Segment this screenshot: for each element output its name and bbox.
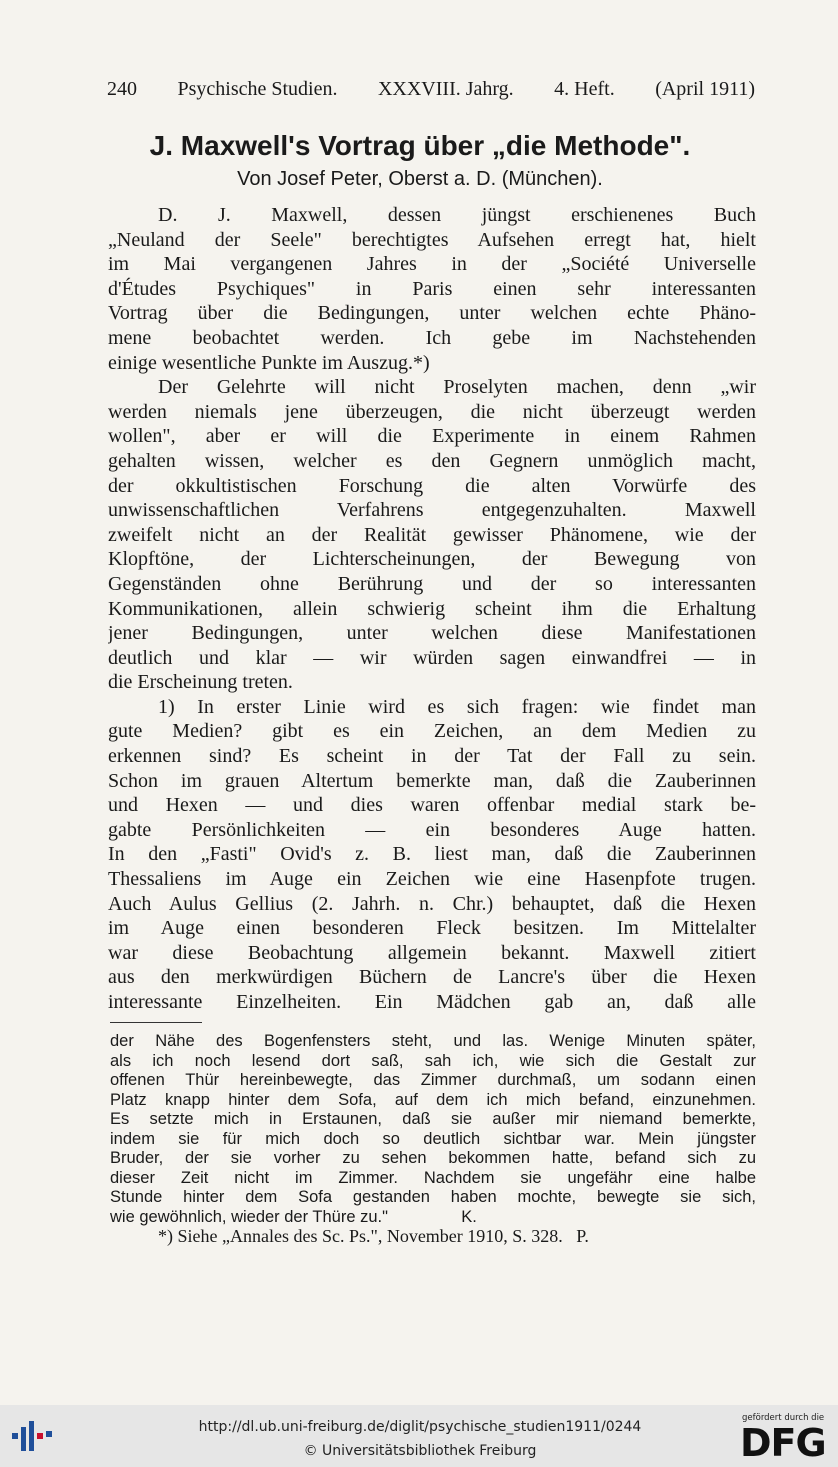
- running-header: [107, 78, 755, 101]
- body-line: mene beobachtet werden. Ich gebe im Nachstehenden: [108, 326, 756, 349]
- copyright-notice: © Universitätsbibliothek Freiburg: [303, 1443, 537, 1459]
- body-line: zweifelt nicht an der Realität gewisser Phänomene, wie der: [108, 523, 756, 546]
- body-line: unwissenschaftlichen Verfahrens entgegenzuhalten. Maxwell: [108, 499, 756, 522]
- footnote-line: der Nähe des Bogenfensters steht, und las. Wenige Minuten später,: [110, 1032, 756, 1050]
- body-line: gabte Persönlichkeiten — ein besonderes Auge hatten.: [108, 818, 756, 841]
- body-line: interessante Einzelheiten. Ein Mädchen gab an, daß alle: [108, 991, 756, 1013]
- body-line: deutlich und klar — wir würden sagen einwandfrei — in: [108, 646, 756, 669]
- article-title: J. Maxwell's Vortrag über „die Methode".: [149, 130, 691, 161]
- body-line: Gegenständen ohne Berührung und der so interessanten: [108, 572, 756, 595]
- footnote-block: [110, 1032, 756, 1247]
- footnote-divider: [110, 1022, 202, 1023]
- footnote-reference: *) Siehe „Annales des Sc. Ps.", November 1910, S. 328. P.: [158, 1227, 589, 1246]
- body-line: Kommunikationen, allein schwierig scheint ihm die Erhaltung: [108, 597, 756, 620]
- issue-label: 4. Heft.: [554, 78, 615, 100]
- footnote-line: Platz knapp hinter dem Sofa, auf dem ich mich befand, einzunehmen.: [110, 1090, 756, 1109]
- body-line: gehalten wissen, welcher es den Gegnern unmöglich macht,: [108, 449, 756, 472]
- viewer-footer: [0, 1405, 838, 1467]
- body-line: In den „Fasti" Ovid's z. B. liest man, daß die Zauberinnen: [108, 843, 756, 866]
- body-line: im Mai vergangenen Jahres in der „Société Universelle: [108, 253, 756, 276]
- page-number: 240: [107, 78, 137, 100]
- volume-label: XXXVIII. Jahrg.: [377, 78, 514, 100]
- body-line: der okkultistischen Forschung die alten Vorwürfe des: [108, 474, 756, 497]
- issue-date: (April 1911): [655, 78, 755, 100]
- body-line: Schon im grauen Altertum bemerkte man, daß die Zauberinnen: [108, 769, 756, 792]
- dfg-wordmark: DFG: [740, 1421, 826, 1465]
- footnote-line: Es setzte mich in Erstaunen, daß sie außer mir niemand bemerkte,: [110, 1110, 756, 1128]
- footnote-line: indem sie für mich doch so deutlich sichtbar war. Mein jüngster: [110, 1129, 756, 1148]
- dfg-logo[interactable]: [738, 1413, 828, 1465]
- journal-name: Psychische Studien.: [177, 78, 338, 100]
- body-line: Der Gelehrte will nicht Proselyten machen, denn „wir: [158, 376, 756, 399]
- body-line: einige wesentliche Punkte im Auszug.*): [108, 351, 430, 374]
- body-line: war diese Beobachtung allgemein bekannt. Maxwell zitiert: [108, 941, 756, 964]
- body-line: werden niemals jene überzeugen, die nicht überzeugt werden: [108, 400, 756, 423]
- footnote-line: Bruder, der sie vorher zu sehen bekommen hatte, befand sich zu: [110, 1149, 756, 1167]
- body-line: gute Medien? gibt es ein Zeichen, an dem Medien zu: [108, 720, 756, 743]
- body-line: und Hexen — und dies waren offenbar medial stark be-: [108, 794, 756, 817]
- body-line: im Auge einen besonderen Fleck besitzen. Im Mittelalter: [108, 917, 756, 940]
- ub-freiburg-logo-icon[interactable]: [12, 1417, 56, 1455]
- footnote-line: dieser Zeit nicht im Zimmer. Nachdem sie ungefähr eine halbe: [110, 1168, 756, 1187]
- body-line: die Erscheinung treten.: [108, 671, 293, 694]
- footnote-line: Stunde hinter dem Sofa gestanden haben mochte, bewegte sie sich,: [110, 1188, 756, 1206]
- page-url-link[interactable]: http://dl.ub.uni-freiburg.de/diglit/psychische_studien1911/0244: [198, 1419, 642, 1435]
- body-line: aus den merkwürdigen Büchern de Lancre's über die Hexen: [108, 966, 756, 989]
- body-line: erkennen sind? Es scheint in der Tat der Fall zu sein.: [108, 745, 756, 768]
- footnote-line: als ich noch lesend dort saß, sah ich, wie sich die Gestalt zur: [110, 1051, 756, 1070]
- article-byline: Von Josef Peter, Oberst a. D. (München).: [237, 168, 603, 190]
- body-line: jener Bedingungen, unter welchen diese Manifestationen: [108, 622, 756, 645]
- body-line: Vortrag über die Bedingungen, unter welchen echte Phäno-: [108, 302, 756, 325]
- article-body: [108, 203, 756, 1015]
- footnote-line: wie gewöhnlich, wieder der Thüre zu." K.: [110, 1207, 477, 1226]
- body-line: d'Études Psychiques" in Paris einen sehr interessanten: [108, 277, 756, 300]
- body-line: Auch Aulus Gellius (2. Jahrh. n. Chr.) behauptet, daß die Hexen: [108, 892, 756, 915]
- body-line: 1) In erster Linie wird es sich fragen: wie findet man: [158, 695, 756, 718]
- body-line: Thessaliens im Auge ein Zeichen wie eine Hasenpfote trugen.: [108, 868, 756, 891]
- body-line: „Neuland der Seele" berechtigtes Aufsehen erregt hat, hielt: [108, 228, 756, 251]
- body-line: Klopftöne, der Lichterscheinungen, der Bewegung von: [108, 548, 756, 571]
- footnote-line: offenen Thür hereinbewegte, das Zimmer durchmaß, um sodann einen: [110, 1071, 756, 1089]
- body-line: D. J. Maxwell, dessen jüngst erschienenes Buch: [158, 204, 756, 226]
- body-line: wollen", aber er will die Experimente in einem Rahmen: [108, 425, 756, 448]
- dfg-caption: gefördert durch die: [742, 1413, 825, 1423]
